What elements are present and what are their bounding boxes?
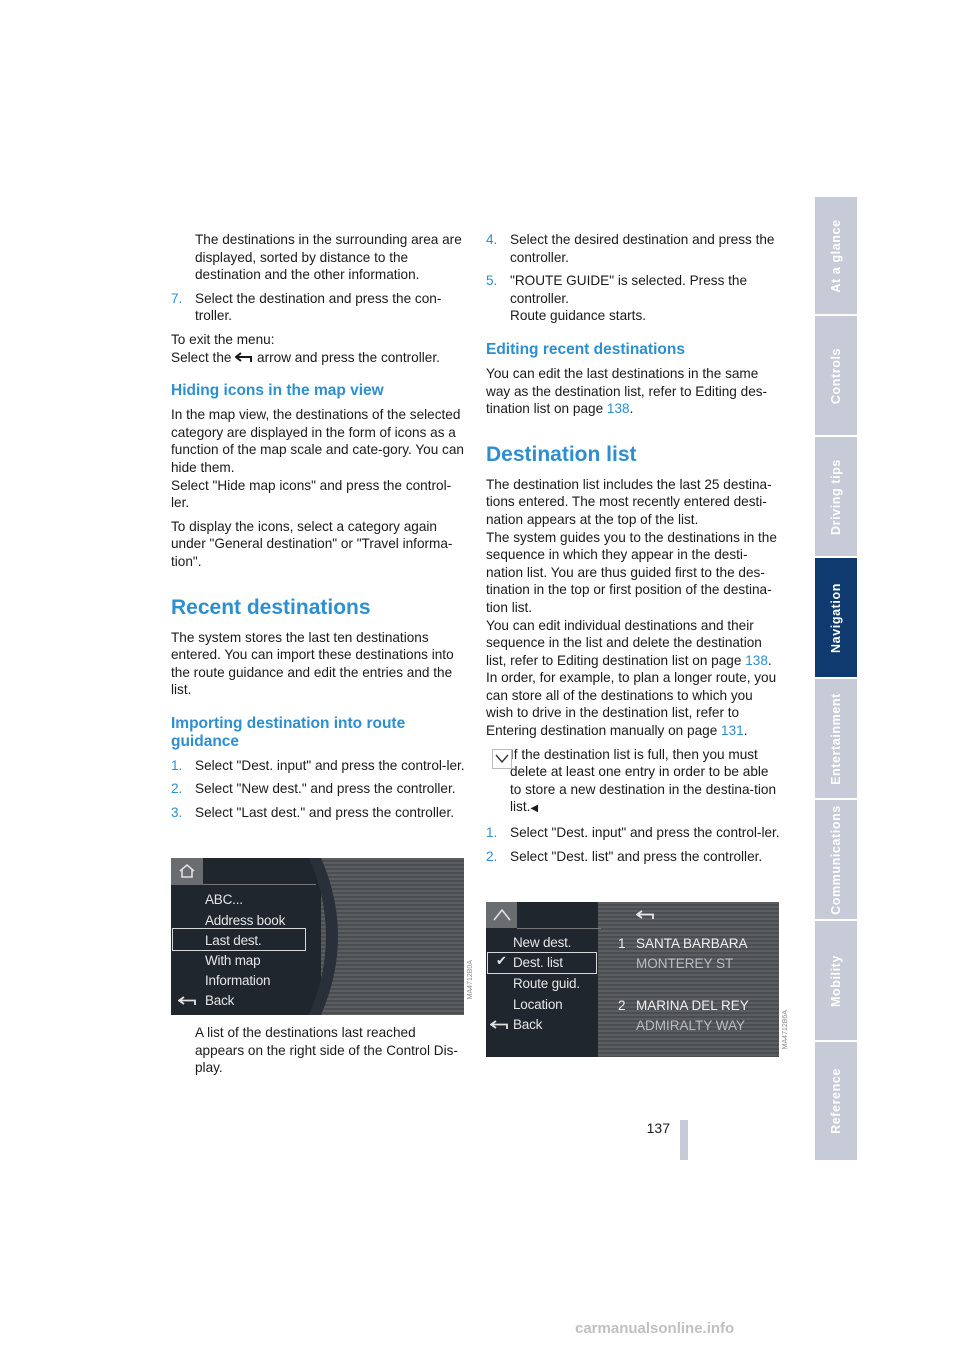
entry-street: MONTEREY ST bbox=[636, 956, 734, 971]
hiding-paragraph-1: In the map view, the destinations of the selected category are displayed in the form of icons as a function of the map scale and cate-gory. You can hide them. bbox=[171, 407, 464, 475]
tab-at-a-glance[interactable] bbox=[815, 197, 857, 314]
exit-line2-before: Select the bbox=[171, 349, 232, 365]
hiding-paragraph-2: To display the icons, select a category again under "General destination" or "Travel informa-tion". bbox=[171, 518, 453, 569]
step-number: 2. bbox=[171, 781, 183, 797]
dest-p3-text: You can edit individual destinations and their sequence in the list and delete the destination list, refer to Editing destination list on page bbox=[486, 617, 762, 668]
menu-item-with-map: With map bbox=[205, 953, 261, 968]
page-link[interactable]: 138 bbox=[745, 652, 768, 668]
entry-street: ADMIRALTY WAY bbox=[636, 1018, 746, 1033]
left-column bbox=[171, 231, 467, 828]
list-item bbox=[486, 272, 782, 307]
tab-communications[interactable] bbox=[815, 800, 857, 919]
hiding-paragraph-1b: Select "Hide map icons" and press the control-ler. bbox=[171, 477, 452, 511]
right-column bbox=[486, 231, 782, 871]
step-7 bbox=[171, 290, 467, 325]
menu-item-back: Back bbox=[205, 993, 235, 1008]
editing-paragraph: You can edit the last destinations in the same way as the destination list, refer to Editing des-tination list on page 138. bbox=[486, 365, 768, 417]
import-heading: Importing destination into route guidance bbox=[171, 714, 406, 750]
destination-list-heading: Destination list bbox=[486, 442, 637, 466]
back-arrow-icon bbox=[235, 352, 253, 364]
step-number: 2. bbox=[486, 848, 498, 864]
step-text: Select the desired destination and press the controller. bbox=[510, 232, 775, 265]
note-text: If the destination list is full, then you must delete at least one entry in order to be able to store a new destination in the destina-tion list. bbox=[510, 746, 777, 815]
image-caption: MA4712B6A bbox=[782, 1010, 789, 1050]
route-starts: Route guidance starts. bbox=[510, 308, 647, 324]
tab-mobility[interactable] bbox=[815, 921, 857, 1040]
divider bbox=[517, 928, 601, 929]
entry-city: MARINA DEL REY bbox=[636, 998, 749, 1013]
page-number-bar bbox=[680, 1120, 688, 1160]
after-screen-paragraph: A list of the destinations last reached appears on the right side of the Control Dis-play. bbox=[195, 1025, 458, 1076]
tab-label: Controls bbox=[829, 347, 843, 404]
image-caption: MA4712B0A bbox=[467, 960, 474, 1000]
exit-instructions bbox=[171, 331, 467, 366]
tab-label: Driving tips bbox=[829, 458, 843, 535]
list-item bbox=[171, 780, 467, 798]
menu-item-address-book: Address book bbox=[205, 913, 286, 928]
editing-heading: Editing recent destinations bbox=[486, 340, 685, 358]
dest-p4-text: In order, for example, to plan a longer route, you can store all of the destinations to which you wish to drive in the destination list, refer to Entering destination manually on page bbox=[486, 670, 777, 739]
list-item bbox=[486, 824, 782, 842]
tab-controls[interactable] bbox=[815, 316, 857, 435]
entry-city: SANTA BARBARA bbox=[636, 936, 748, 951]
footer-watermark: carmanualsonline.info bbox=[575, 1320, 735, 1337]
step-text: Select "Dest. input" and press the control-ler. bbox=[510, 825, 780, 841]
tab-navigation[interactable] bbox=[815, 558, 857, 677]
list-item bbox=[171, 757, 467, 775]
page-number: 137 bbox=[646, 1120, 670, 1136]
note-check-icon bbox=[492, 749, 512, 769]
list-item bbox=[486, 231, 782, 266]
step-number: 1. bbox=[486, 825, 498, 841]
step-number: 5. bbox=[486, 273, 498, 289]
intro-continuation: The destinations in the surrounding area are displayed, sorted by distance to the destination and the other information. bbox=[195, 232, 462, 283]
menu-item-location: Location bbox=[513, 997, 563, 1012]
checkmark-icon: ✔ bbox=[496, 953, 507, 968]
dest-paragraph-3: You can edit individual destinations and their sequence in the list and delete the destination list, refer to Editing destination list on page 138. bbox=[486, 617, 772, 668]
screen-background bbox=[598, 902, 779, 1057]
list-item bbox=[171, 804, 467, 822]
tab-label: Navigation bbox=[829, 582, 843, 653]
exit-line1: To exit the menu: bbox=[171, 331, 275, 347]
menu-item-dest-list: Dest. list bbox=[513, 955, 563, 970]
end-mark-icon: ◀ bbox=[530, 803, 539, 815]
back-arrow-icon bbox=[490, 1020, 510, 1031]
after-screen-text bbox=[171, 1024, 467, 1083]
step-text: Select "Dest. input" and press the control-ler. bbox=[195, 757, 465, 773]
exit-line2-after: arrow and press the controller. bbox=[257, 349, 440, 365]
note-paragraph bbox=[486, 746, 782, 818]
page-link[interactable]: 131 bbox=[721, 723, 744, 739]
tab-label: Communications bbox=[829, 804, 843, 915]
tab-label: Reference bbox=[829, 1068, 843, 1134]
tab-reference[interactable] bbox=[815, 1042, 857, 1160]
list-item bbox=[486, 848, 782, 866]
back-arrow-icon bbox=[636, 910, 656, 921]
tab-driving-tips[interactable] bbox=[815, 437, 857, 556]
step-text: Select the destination and press the con-troller. bbox=[195, 290, 442, 324]
menu-item-information: Information bbox=[205, 973, 271, 988]
menu-item-last-dest: Last dest. bbox=[205, 933, 262, 948]
recent-heading: Recent destinations bbox=[171, 595, 371, 619]
step-number: 3. bbox=[171, 805, 183, 821]
hiding-heading: Hiding icons in the map view bbox=[171, 382, 384, 400]
tab-entertainment[interactable] bbox=[815, 679, 857, 798]
menu-item-new-dest: New dest. bbox=[513, 935, 572, 950]
dest-paragraph-2: The system guides you to the destinations in the sequence in which they appear in the desti-nation list. You are thus guided first to the des-tination in the top or first position of the destina-tion list. bbox=[486, 529, 777, 615]
control-display-screenshot-last-dest bbox=[171, 858, 464, 1015]
back-arrow-icon bbox=[178, 996, 198, 1007]
entry-number: 1 bbox=[618, 936, 626, 951]
dest-paragraph-4: In order, for example, to plan a longer route, you can store all of the destinations to which you wish to drive in the destination list, refer to Entering destination manually on page 131. bbox=[486, 670, 777, 739]
tab-label: Entertainment bbox=[829, 692, 843, 785]
home-icon bbox=[178, 863, 196, 879]
menu-item-back: Back bbox=[513, 1017, 543, 1032]
step-number: 4. bbox=[486, 232, 498, 247]
editing-text: You can edit the last destinations in the same way as the destination list, refer to Editing des-tination list on page bbox=[486, 365, 768, 417]
entry-number: 2 bbox=[618, 998, 626, 1013]
tab-label: At a glance bbox=[829, 218, 843, 293]
page-link[interactable]: 138 bbox=[606, 401, 630, 417]
step-text: Select "Dest. list" and press the controller. bbox=[510, 848, 763, 864]
menu-item-route-guid: Route guid. bbox=[513, 976, 580, 991]
divider bbox=[203, 884, 316, 885]
recent-paragraph: The system stores the last ten destinations entered. You can import these destinations into the route guidance and edit the entries and the list. bbox=[171, 629, 454, 698]
tab-label: Mobility bbox=[829, 954, 843, 1007]
step-number: 7. bbox=[171, 290, 183, 306]
step-text: "ROUTE GUIDE" is selected. Press the controller. bbox=[510, 273, 748, 306]
control-display-screenshot-dest-list bbox=[486, 902, 779, 1057]
step-number: 1. bbox=[171, 757, 183, 773]
menu-item-abc: ABC... bbox=[205, 892, 243, 907]
dest-paragraph-1: The destination list includes the last 25 destina-tions entered. The most recently entered desti-nation appears at the top of the list. bbox=[486, 476, 772, 527]
step-text: Select "Last dest." and press the controller. bbox=[195, 805, 455, 821]
step-text: Select "New dest." and press the controller. bbox=[195, 781, 456, 797]
navigation-icon bbox=[493, 908, 511, 922]
